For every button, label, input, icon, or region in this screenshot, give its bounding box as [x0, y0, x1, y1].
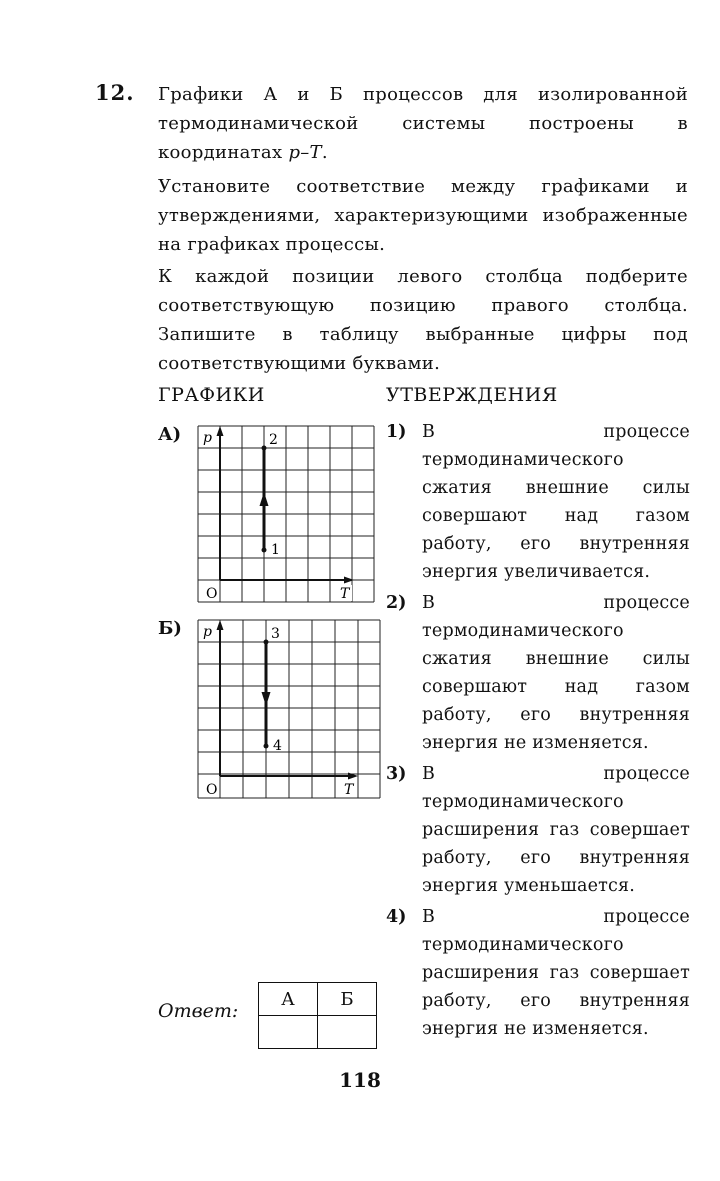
graph-a-direction-arrow	[260, 492, 269, 506]
statement-2	[386, 589, 690, 757]
graphs-column-title: ГРАФИКИ	[158, 384, 265, 406]
answer-header-row	[259, 983, 377, 1016]
graph-a-p-label: p	[203, 430, 212, 446]
graph-b-p-arrow	[217, 620, 224, 630]
task-intro-text: Графики А и Б процессов для изолированной термодинамической системы построены в координатах	[158, 84, 688, 163]
statement-3-text: В процессе термодинамического расширения газ совершает работу, его внутренняя энергия уменьшается.	[422, 764, 690, 896]
task-instruction-2: К каждой позиции левого столбца подберите соответствующую позицию правого столбца. Запишите в таблицу выбранные цифры под соответствующими буквами.	[158, 266, 688, 374]
graph-a-point-2	[262, 446, 267, 451]
graph-a-origin-label: O	[206, 586, 218, 602]
page-number: 118	[339, 1068, 381, 1092]
graph-b-direction-arrow	[262, 692, 271, 706]
statement-1-number: 1)	[386, 422, 407, 442]
graph-a-t-label: T	[340, 586, 350, 602]
statement-4-text: В процессе термодинамического расширения газ совершает работу, его внутренняя энергия не изменяется.	[422, 907, 690, 1039]
graph-a-p-arrow	[217, 426, 224, 436]
statement-2-number: 2)	[386, 593, 407, 613]
graph-a-point-1-label: 1	[271, 542, 280, 558]
statements-column-title: УТВЕРЖДЕНИЯ	[386, 384, 558, 406]
graph-b-label: Б)	[158, 618, 182, 639]
answer-cell-b[interactable]	[318, 1016, 377, 1049]
graph-b-point-3	[264, 640, 269, 645]
statement-4-number: 4)	[386, 907, 407, 927]
statement-4	[386, 903, 690, 1043]
graph-a	[198, 426, 378, 606]
graph-b-point-4-label: 4	[273, 738, 282, 754]
statement-2-text: В процессе термодинамического сжатия внешние силы совершают над газом работу, его внутренняя энергия не изменяется.	[422, 593, 690, 753]
answer-value-row	[259, 1016, 377, 1049]
answer-column-a: А	[259, 983, 318, 1016]
graph-b-origin-label: O	[206, 782, 218, 798]
graph-a-grid	[198, 426, 374, 602]
graph-a-point-1	[262, 548, 267, 553]
answer-label: Ответ:	[158, 1000, 239, 1022]
statements-list	[386, 418, 690, 1043]
task-coords: p–T	[288, 142, 322, 163]
graph-b	[198, 620, 382, 800]
graph-b-t-label: T	[344, 782, 354, 798]
task-number: 12.	[95, 80, 135, 105]
graph-b-point-3-label: 3	[271, 626, 280, 642]
graph-a-label: А)	[158, 424, 182, 445]
task-coords-end: .	[321, 142, 328, 163]
graph-b-grid	[198, 620, 380, 798]
graph-a-point-2-label: 2	[269, 432, 278, 448]
statement-1	[386, 418, 690, 586]
answer-cell-a[interactable]	[259, 1016, 318, 1049]
graph-b-p-label: p	[203, 624, 212, 640]
answer-column-b: Б	[318, 983, 377, 1016]
statement-3-number: 3)	[386, 764, 407, 784]
statement-3	[386, 760, 690, 900]
answer-table	[258, 982, 377, 1049]
task-instruction-1: Установите соответствие между графиками и утверждениями, характеризующими изображенные на графиках процессы.	[158, 176, 688, 255]
graph-b-point-4	[264, 744, 269, 749]
statement-1-text: В процессе термодинамического сжатия внешние силы совершают над газом работу, его внутренняя энергия увеличивается.	[422, 422, 690, 582]
task-intro	[158, 80, 688, 167]
